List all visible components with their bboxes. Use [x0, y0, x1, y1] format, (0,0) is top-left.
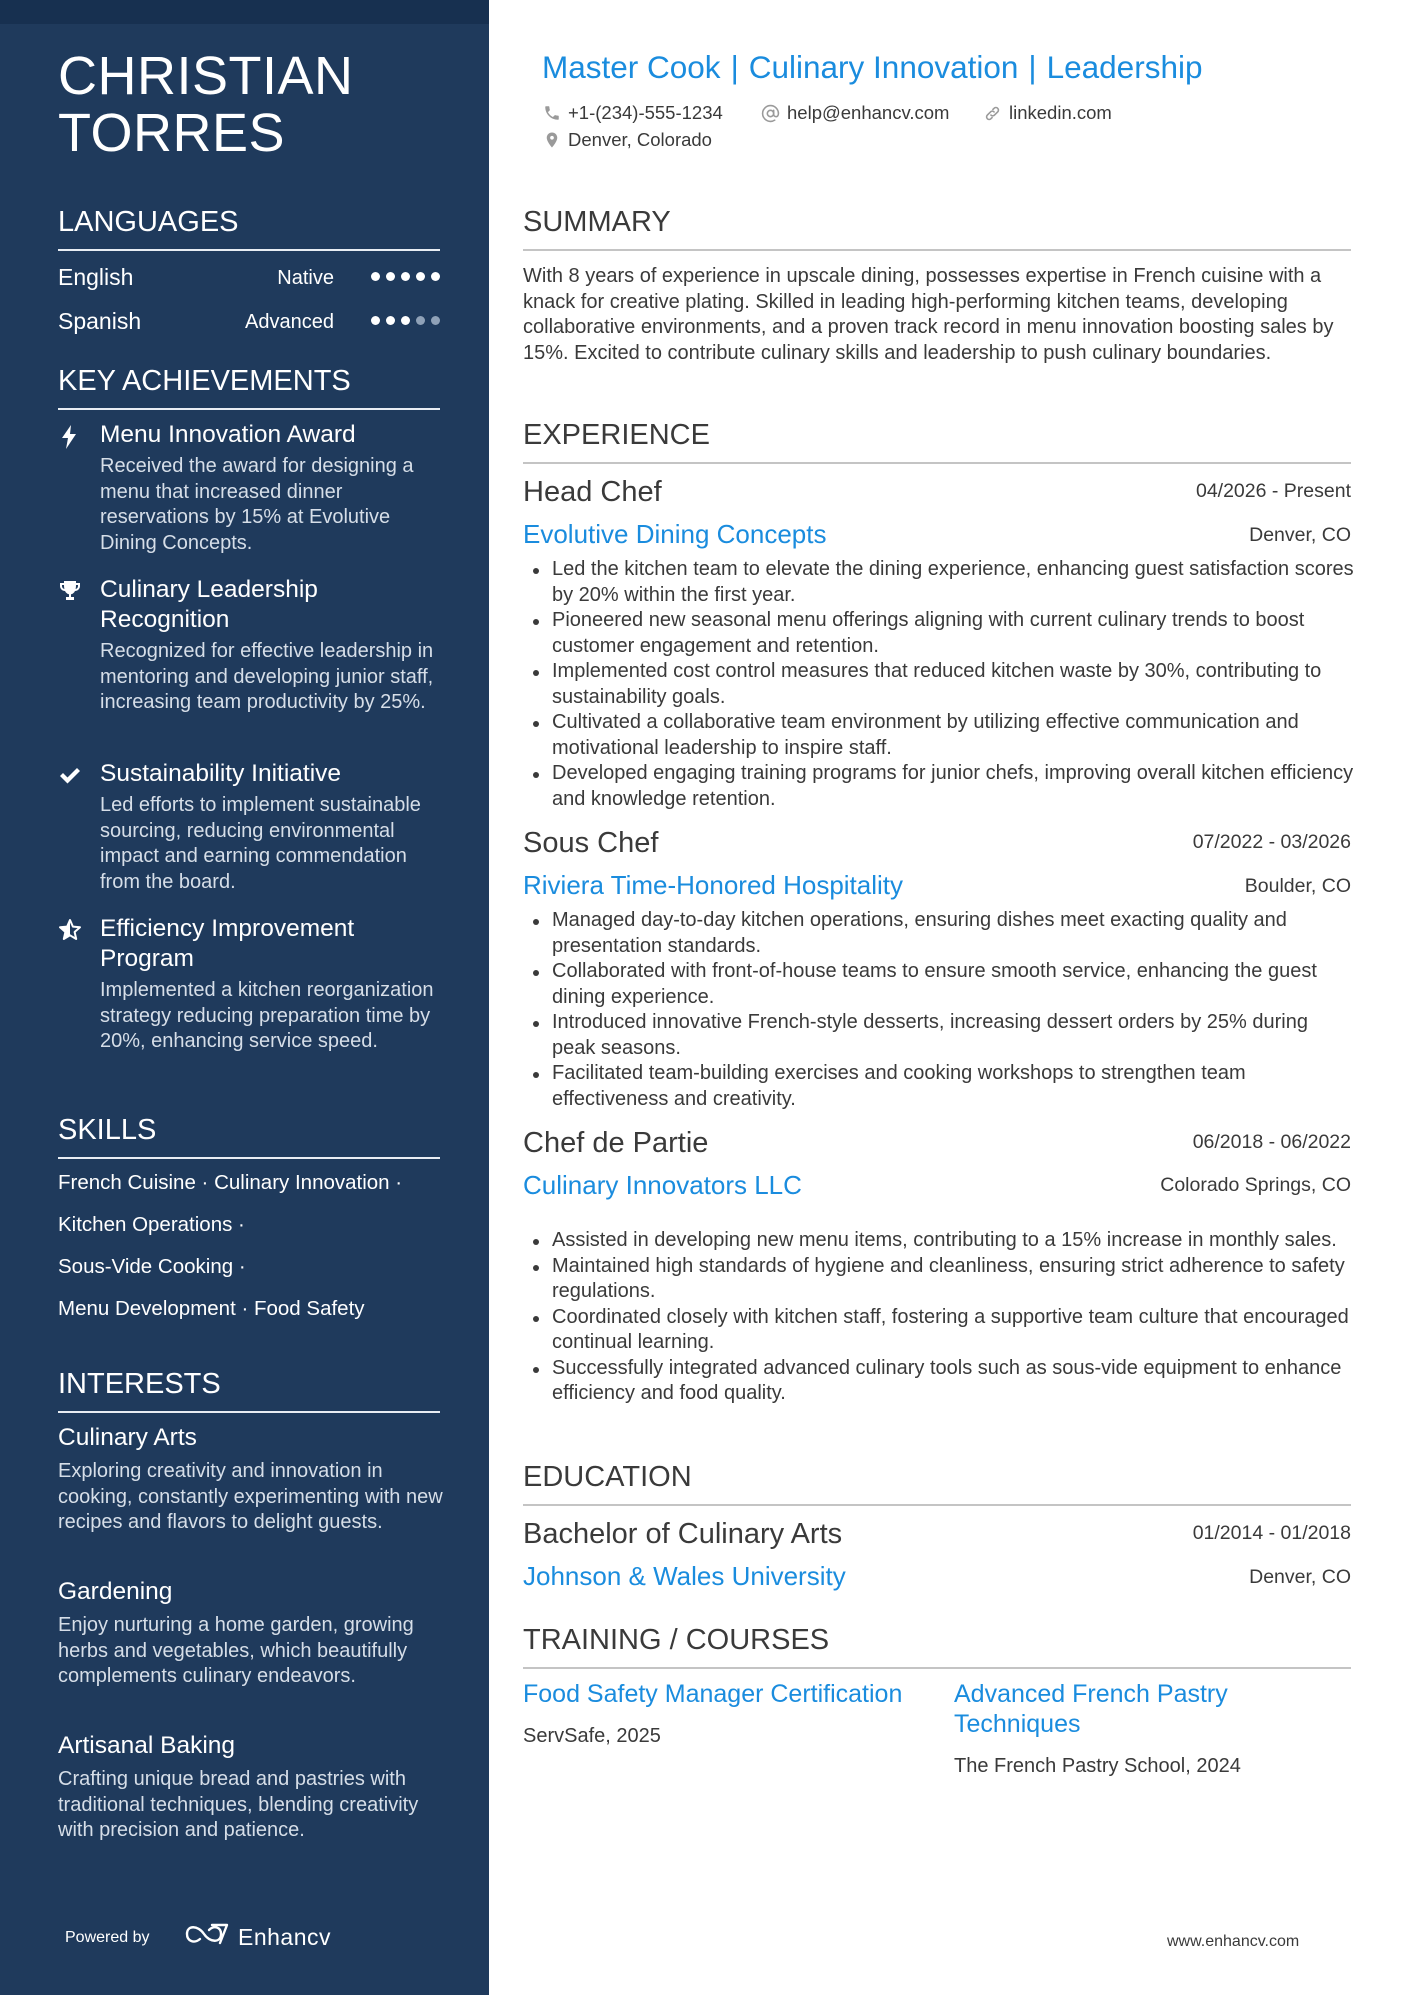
- skill-line: Sous-Vide Cooking ·: [58, 1255, 246, 1278]
- job-bullet: Developed engaging training programs for junior chefs, improving overall kitchen efficiency and knowledge retention.: [523, 761, 1355, 812]
- job-dates: 06/2018 - 06/2022: [1192, 1131, 1351, 1153]
- enhancv-logo[interactable]: [184, 1922, 331, 1952]
- at-sign-icon: [761, 104, 780, 123]
- rating-dot-empty: [416, 316, 425, 325]
- skill-line: French Cuisine · Culinary Innovation ·: [58, 1171, 403, 1194]
- rating-dot-filled: [431, 272, 440, 281]
- achievement-item: [58, 575, 448, 716]
- interests-heading: INTERESTS: [58, 1367, 440, 1413]
- interest-title: Gardening: [58, 1578, 173, 1605]
- enhancv-logo-text: Enhancv: [238, 1923, 332, 1950]
- achievements-heading: KEY ACHIEVEMENTS: [58, 364, 440, 410]
- course-title[interactable]: Food Safety Manager Certification: [523, 1680, 903, 1708]
- headline-part: Culinary Innovation: [748, 49, 1019, 85]
- interest-item: [58, 1577, 448, 1690]
- link-icon: [983, 104, 1002, 123]
- rating-dot-filled: [386, 272, 395, 281]
- course-title[interactable]: Advanced French Pastry Techniques: [954, 1680, 1228, 1738]
- job-title: Chef de Partie: [523, 1127, 709, 1159]
- job-bullet-list: [523, 908, 1355, 1112]
- summary-text: With 8 years of experience in upscale dining, possesses expertise in French cuisine with a knack for creative plating. Skilled in leading high-performing kitchen teams, developing collaborative environments, and a proven track record in menu innovation boosting sales by 15%. Excited to contribute culinary skills and leadership to push culinary boundaries.: [523, 265, 1334, 364]
- job-bullet: Managed day-to-day kitchen operations, ensuring dishes meet exacting quality and presentation standards.: [523, 908, 1355, 959]
- job-bullet: Led the kitchen team to elevate the dining experience, enhancing guest satisfaction scores by 20% within the first year.: [523, 557, 1355, 608]
- interest-title: Culinary Arts: [58, 1424, 197, 1451]
- achievement-description: Received the award for designing a menu that increased dinner reservations by 15% at Evolutive Dining Concepts.: [100, 455, 414, 554]
- job-company[interactable]: Evolutive Dining Concepts: [523, 519, 827, 549]
- headline-separator: |: [730, 49, 739, 85]
- interest-description: Crafting unique bread and pastries with traditional techniques, blending creativity with precision and patience.: [58, 1768, 419, 1841]
- language-rating: [371, 316, 440, 326]
- rating-dot-empty: [431, 316, 440, 325]
- rating-dot-filled: [401, 316, 410, 325]
- interest-description: Enjoy nurturing a home garden, growing herbs and vegetables, which beautifully complements culinary endeavors.: [58, 1614, 414, 1687]
- course-provider: The French Pastry School, 2024: [954, 1755, 1241, 1777]
- headline-part: Master Cook: [542, 49, 721, 85]
- interest-description: Exploring creativity and innovation in cooking, constantly experimenting with new recipes and flavors to delight guests.: [58, 1460, 443, 1533]
- powered-by-label: Powered by: [65, 1929, 150, 1946]
- job-location: Boulder, CO: [1244, 875, 1351, 897]
- language-row: [58, 262, 440, 292]
- job-bullet-list: [523, 557, 1355, 812]
- course-provider: ServSafe, 2025: [523, 1725, 661, 1747]
- education-location: Denver, CO: [1249, 1566, 1351, 1588]
- contact-email[interactable]: [761, 101, 949, 125]
- job-company[interactable]: Riviera Time-Honored Hospitality: [523, 870, 904, 900]
- course-item: [954, 1679, 1334, 1779]
- job-title: Head Chef: [523, 476, 662, 508]
- contact-location: [543, 128, 712, 152]
- skill-line: Menu Development · Food Safety: [58, 1297, 365, 1320]
- job-title: Sous Chef: [523, 827, 659, 859]
- headline-part: Leadership: [1046, 49, 1203, 85]
- summary-heading: SUMMARY: [523, 205, 1351, 251]
- rating-dot-filled: [371, 272, 380, 281]
- rating-dot-filled: [401, 272, 410, 281]
- linkedin-url: linkedin.com: [1009, 102, 1112, 123]
- achievement-title: Sustainability Initiative: [100, 760, 342, 787]
- star-icon: [58, 918, 84, 944]
- enhancv-logo-icon: [184, 1921, 230, 1953]
- job-bullet: Introduced innovative French-style desserts, increasing dessert orders by 25% during peak seasons.: [523, 1010, 1355, 1061]
- job-dates: 04/2026 - Present: [1195, 480, 1351, 502]
- headline: [542, 48, 1202, 86]
- achievement-title: Culinary Leadership Recognition: [100, 576, 318, 633]
- languages-heading: LANGUAGES: [58, 205, 440, 251]
- rating-dot-filled: [416, 272, 425, 281]
- achievement-title: Menu Innovation Award: [100, 421, 356, 448]
- job-bullet: Collaborated with front-of-house teams to ensure smooth service, enhancing the guest dining experience.: [523, 959, 1355, 1010]
- interest-item: [58, 1423, 448, 1536]
- lightning-icon: [58, 424, 84, 450]
- achievement-item: [58, 914, 448, 1055]
- trophy-icon: [58, 579, 84, 605]
- achievement-description: Implemented a kitchen reorganization strategy reducing preparation time by 20%, enhancing service speed.: [100, 979, 434, 1052]
- job-bullet: Facilitated team-building exercises and cooking workshops to strengthen team effectiveness and creativity.: [523, 1061, 1355, 1112]
- headline-separator: |: [1028, 49, 1037, 85]
- job-bullet: Cultivated a collaborative team environment by utilizing effective communication and motivational leadership to inspire staff.: [523, 710, 1355, 761]
- language-level: Advanced: [245, 311, 334, 333]
- achievement-item: [58, 759, 448, 895]
- job-location: Denver, CO: [1249, 524, 1351, 546]
- phone-number: +1-(234)-555-1234: [568, 102, 723, 123]
- job-bullet: Maintained high standards of hygiene and cleanliness, ensuring strict adherence to safety regulations.: [523, 1254, 1355, 1305]
- job-dates: 07/2022 - 03/2026: [1192, 831, 1351, 853]
- rating-dot-filled: [386, 316, 395, 325]
- contact-linkedin[interactable]: [983, 101, 1112, 125]
- language-name: Spanish: [58, 308, 142, 334]
- footer-url[interactable]: www.enhancv.com: [1167, 1933, 1300, 1950]
- course-item: [523, 1679, 903, 1749]
- skill-line: Kitchen Operations ·: [58, 1213, 245, 1236]
- achievement-description: Recognized for effective leadership in mentoring and developing junior staff, increasing team productivity by 25%.: [100, 640, 434, 713]
- achievement-item: [58, 420, 448, 556]
- job-bullet: Implemented cost control measures that reduced kitchen waste by 30%, contributing to sustainability goals.: [523, 659, 1355, 710]
- achievement-description: Led efforts to implement sustainable sourcing, reducing environmental impact and earning commendation from the board.: [100, 794, 421, 893]
- email-address: help@enhancv.com: [787, 102, 950, 123]
- phone-icon: [543, 104, 561, 122]
- job-bullet: Successfully integrated advanced culinary tools such as sous-vide equipment to enhance efficiency and food quality.: [523, 1356, 1355, 1407]
- education-school[interactable]: Johnson & Wales University: [523, 1561, 846, 1591]
- language-row: [58, 306, 440, 336]
- job-location: Colorado Springs, CO: [1160, 1174, 1351, 1196]
- skills-heading: SKILLS: [58, 1113, 440, 1159]
- candidate-name: CHRISTIAN TORRES: [58, 46, 354, 163]
- training-heading: TRAINING / COURSES: [523, 1623, 1351, 1669]
- language-name: English: [58, 264, 134, 290]
- achievement-title: Efficiency Improvement Program: [100, 915, 355, 972]
- sidebar: [0, 0, 489, 1995]
- checkmark-icon: [58, 763, 84, 789]
- location-text: Denver, Colorado: [568, 129, 712, 150]
- contact-phone: [543, 101, 723, 125]
- education-degree: Bachelor of Culinary Arts: [523, 1518, 843, 1550]
- job-bullet-list: [523, 1228, 1355, 1407]
- interest-title: Artisanal Baking: [58, 1732, 236, 1759]
- job-bullet: Pioneered new seasonal menu offerings aligning with current culinary trends to boost customer engagement and retention.: [523, 608, 1355, 659]
- interest-item: [58, 1731, 448, 1844]
- job-bullet: Coordinated closely with kitchen staff, fostering a supportive team culture that encouraged continual learning.: [523, 1305, 1355, 1356]
- job-company[interactable]: Culinary Innovators LLC: [523, 1170, 802, 1200]
- education-dates: 01/2014 - 01/2018: [1192, 1522, 1351, 1544]
- experience-heading: EXPERIENCE: [523, 418, 1351, 464]
- sidebar-top-strip: [0, 0, 489, 24]
- job-bullet: Assisted in developing new menu items, contributing to a 15% increase in monthly sales.: [523, 1228, 1355, 1254]
- education-heading: EDUCATION: [523, 1460, 1351, 1506]
- language-level: Native: [277, 267, 334, 289]
- rating-dot-filled: [371, 316, 380, 325]
- language-rating: [371, 272, 440, 282]
- location-pin-icon: [543, 130, 561, 150]
